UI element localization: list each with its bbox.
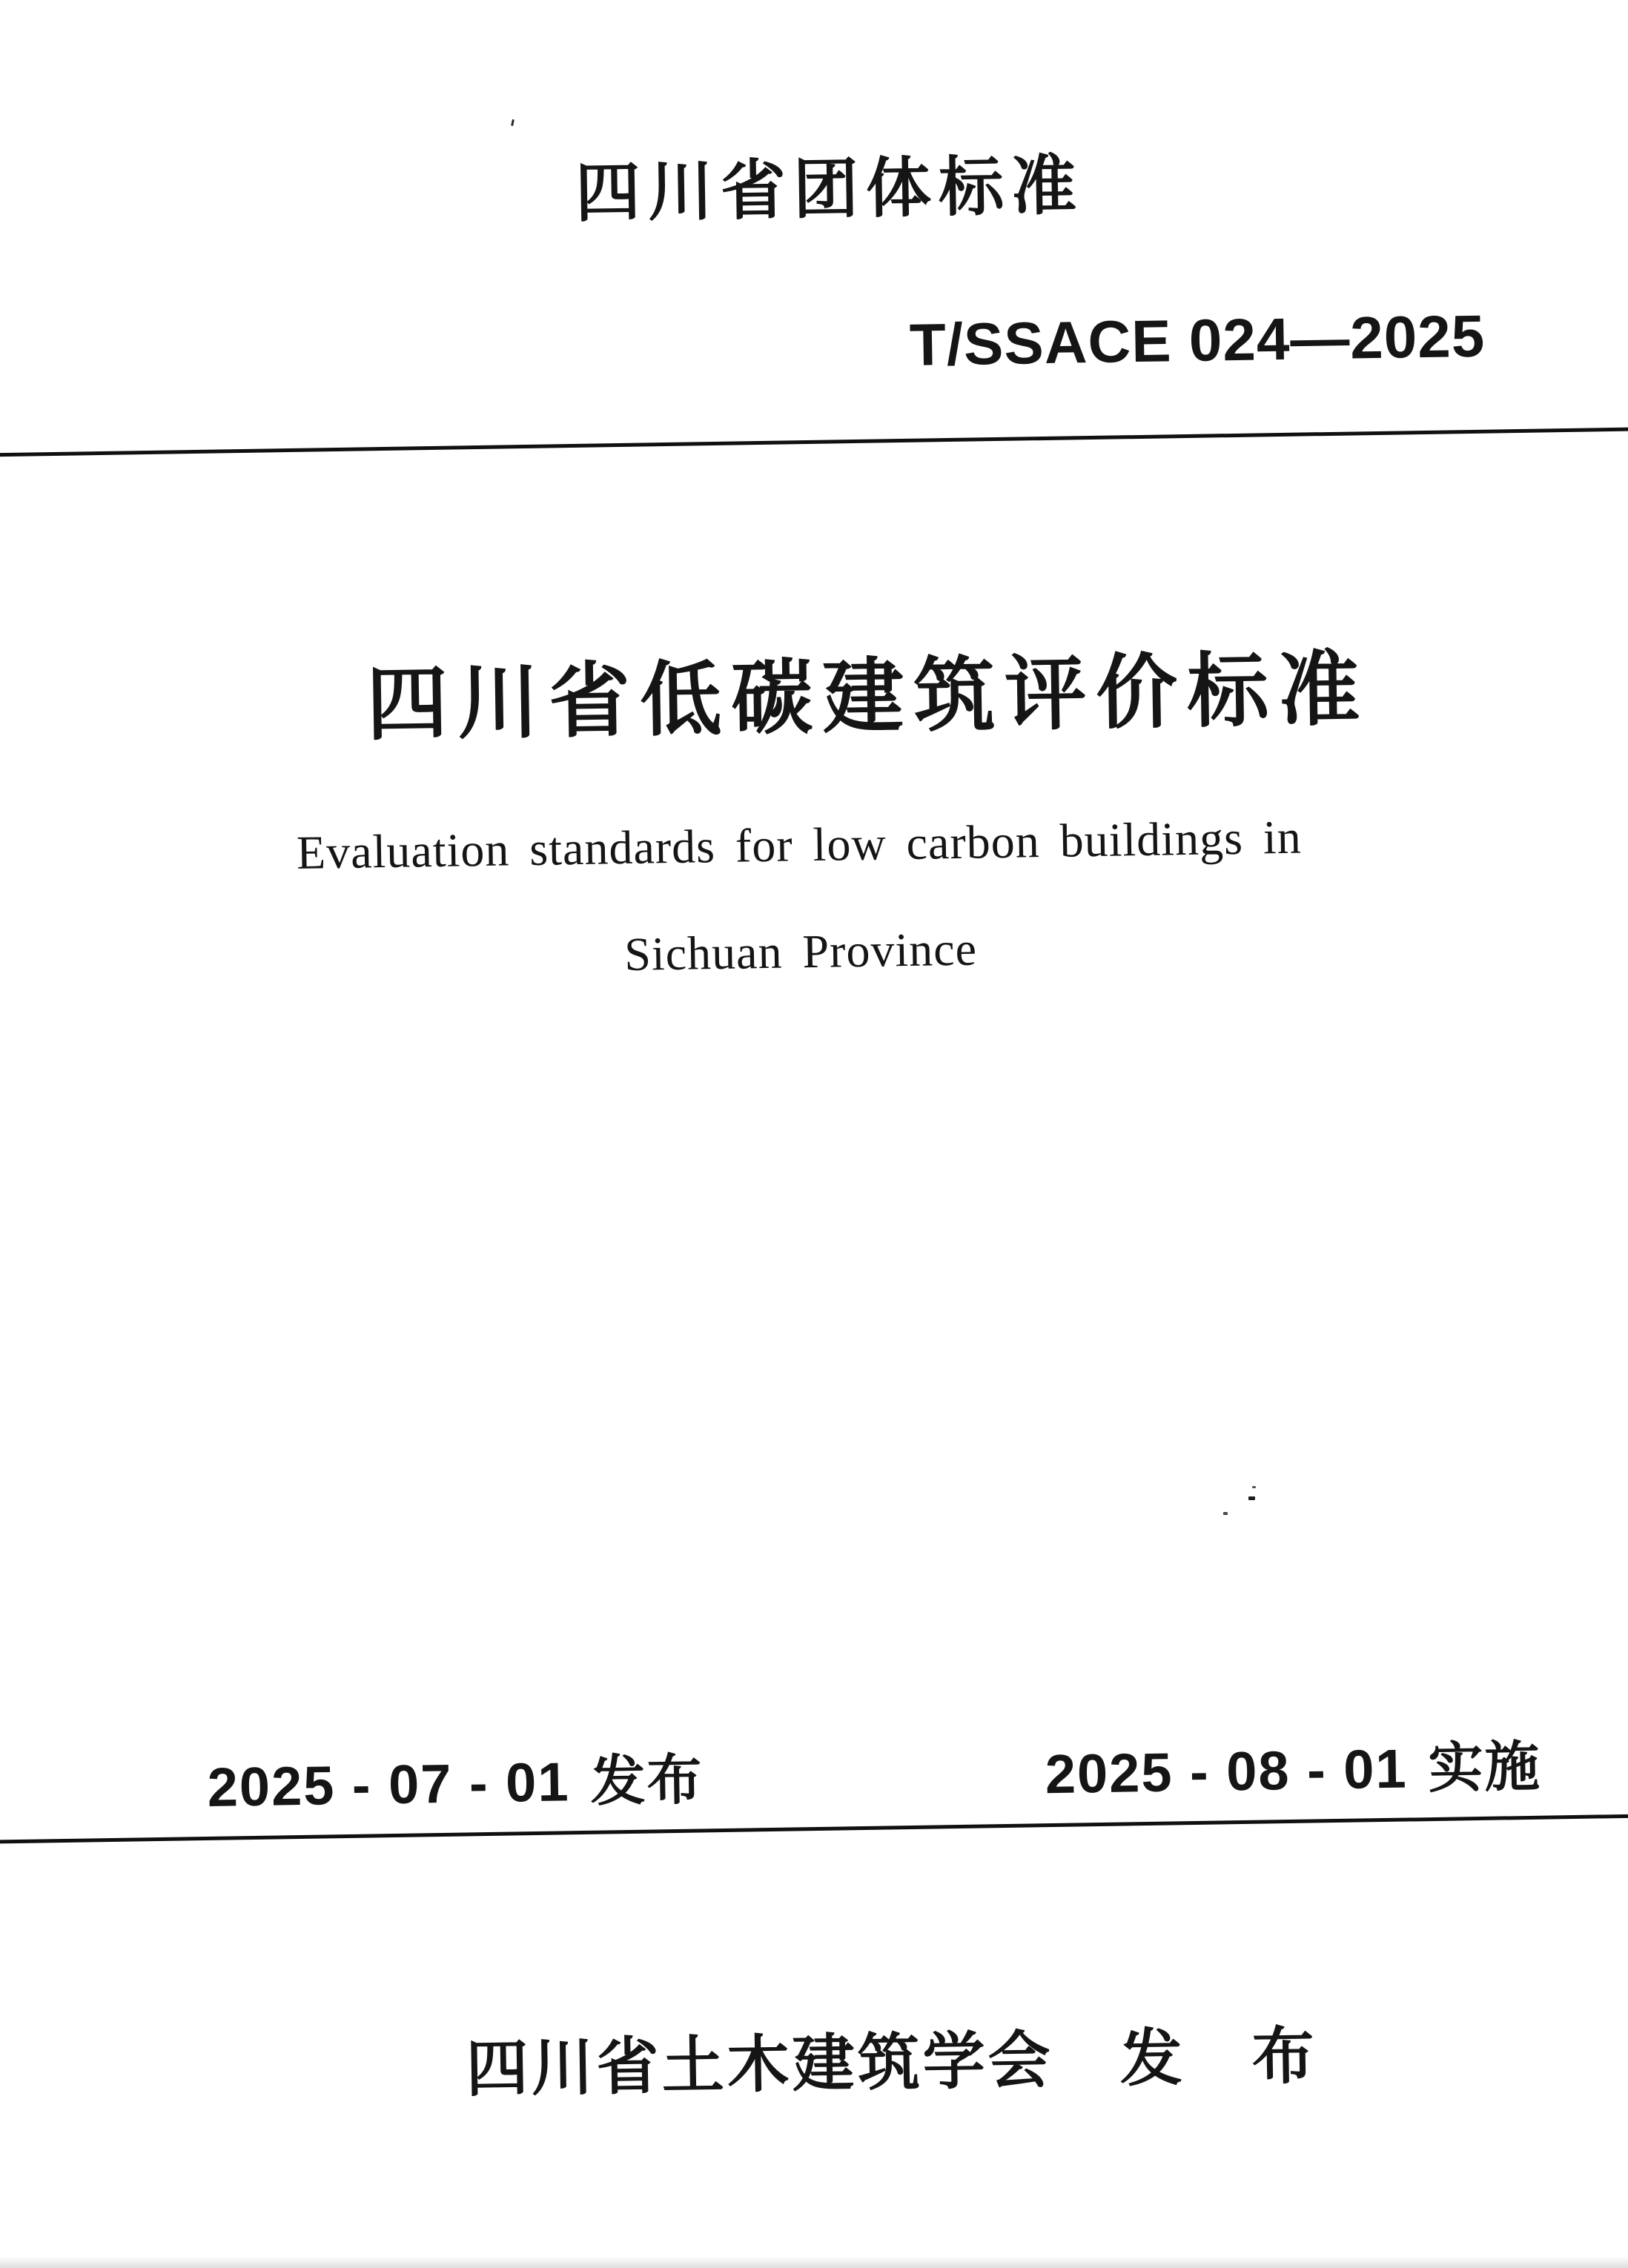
publish-date-label: 发布 <box>589 1748 704 1812</box>
publisher-action-char1: 发 <box>1119 2023 1186 2094</box>
implement-date-label: 实施 <box>1427 1735 1542 1800</box>
implement-date-value: 2025 - 08 - 01 <box>1045 1737 1409 1806</box>
document-title-en-line1: Evaluation standards for low carbon buildings in <box>296 810 1303 879</box>
publisher-org: 四川省土木建筑学会 <box>465 2025 1054 2104</box>
implement-date-line <box>1045 1735 1542 1806</box>
top-rule <box>0 427 1628 457</box>
publisher-action-char2: 布 <box>1251 2020 1318 2092</box>
publisher-line <box>77 2018 1628 2106</box>
document-title-en-line2: Sichuan Province <box>623 922 978 981</box>
scan-speckle <box>1248 1496 1255 1500</box>
scan-speckle <box>1223 1512 1228 1515</box>
publish-date-line <box>207 1748 704 1818</box>
standard-category-heading: 四川省团体标准 <box>575 148 1085 230</box>
bottom-rule <box>0 1814 1628 1843</box>
document-title-zh: 四川省低碳建筑评价标准 <box>365 644 1371 751</box>
standard-number: T/SSACE 024—2025 <box>909 302 1486 378</box>
scan-edge-shadow <box>0 2256 1628 2268</box>
publish-date-value: 2025 - 07 - 01 <box>207 1751 571 1818</box>
scan-speckle <box>1252 1486 1256 1488</box>
